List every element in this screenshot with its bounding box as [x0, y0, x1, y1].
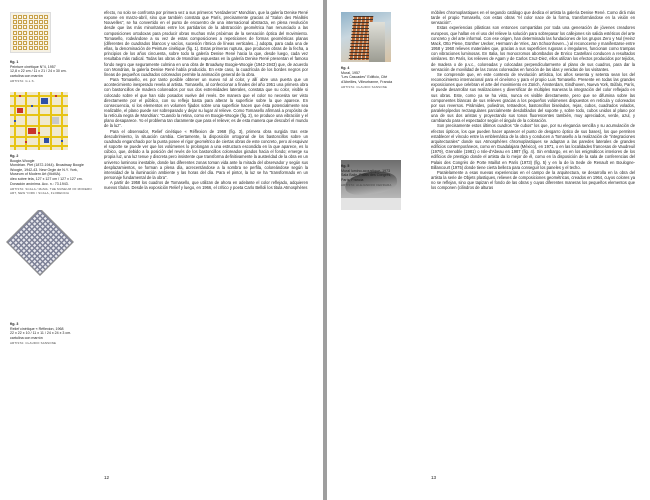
paragraph: A partir de 1958 los cuadros de Tomasello, que utilizan de ahora en adelante el color reflejado, adquieren nuevos títulos. Desde la exposición Relief y luego, en 1966, el crítico y poeta Carlo Belloli los titula Atmosphères	[104, 180, 308, 191]
caption-line: Mural, 1957	[341, 70, 360, 75]
photo-credit: ARTISTA: SCALA / MoMA. THE MUSEUM OF MODERN ART, NEW YORK / SCALA, FLORENCIA	[10, 186, 92, 196]
caption-line: Peinture cinétique N°4, 1957	[10, 64, 56, 69]
left-page	[0, 0, 323, 500]
caption-line: cartulina con marrón	[10, 335, 43, 340]
figure-1-caption	[10, 60, 90, 84]
paragraph: móbiles chromoplastiques en el segundo catálogo que dedica el artista la galería Denise René. Como dirá más tarde el propio Tomasello, con estas obras "el color nace de la forma, transformándose en la visión en sensación".	[431, 10, 635, 26]
caption-line: Relief cinétique « Réflexion, 1968	[10, 326, 64, 331]
right-page	[327, 0, 650, 500]
figure-4-image	[341, 12, 391, 62]
figure-1-image	[10, 12, 51, 53]
figure-3-image	[6, 210, 74, 278]
figure-number: fig. 4	[341, 66, 350, 70]
caption-line: óleo sobre tela, 127 x 127 cm / 127 x 127 cm.	[10, 176, 83, 181]
caption-line: 22 x 22 x 10 / 11 x 11 / 24 x 24 x 3 cm.	[10, 331, 72, 336]
figure-number: fig. 2	[10, 154, 19, 158]
caption-line: París, Francia	[341, 177, 364, 182]
figure-2-image	[10, 92, 68, 150]
caption-line: Mural lumino-acoustique, 1973	[341, 168, 391, 173]
caption-line: Donación anónima. Acc. n.: 73.1943.	[10, 181, 69, 186]
paragraph: Paralelamente a esas nuevas experiencias en el campo de la arquitectura, se desarrolla en la obra del artista la serie de Objets plastiques, relieves de composiciones geométricas, creados en 1964, cuyos colores ya no se reflejan, sino que tapizan el fondo de las obras y cuyas diferentes maneras los pequeños elementos que los componen (cilindros de alturas	[431, 169, 635, 191]
figure-number: fig. 1	[10, 60, 19, 64]
paragraph: Para Tomasello, es por tanto posible obtener un nuevo rol al color, y allí abre una puerta que un acontecimiento inesperado revela al artista. Tomasello, al confeccionar a finales del año 1951 una primera obra con bastoncillos de madera coloreados por sus dos extremidades laterales, constata que su color, visible si colocado sobre el que han sido posados vuelve del revés. De manera que el color no necesita ser visto directamente por el público, con su reflejo basta para alterar la superficie sobre la que aparece. En consecuencia, si los elementos en volumen fijados sobre una superficie hacen que ésta potencialmente sea realizable, el plano puede ser sobrepasado y dejar su lugar al relieve. Como Tomasello afirmará a propósito de la retícula negra de Mondrian: "Cuando la retina, como en Boogie-Woogie (fig. 2), se produce una vibración y el plano desaparece. Yo el problema tan claramente que para el relieve; es de esta manera que descubrí el mundo de la luz".	[104, 77, 308, 129]
figure-2-caption	[10, 154, 92, 196]
paragraph: Se comprende que, en este contexto de revolución artística, los años sesenta y setenta sean los del reconocimiento internacional para el cineísmo y para el propio Luis Tomasello. Presente en todas las grandes exposiciones que celebran el arte del movimiento en Zürich, Ámsterdam, Eindhoven, Nueva York, Búfalo, París, él puede desarrollar sus realizaciones y diversificar de múltiples maneras la integración del color reflejado en sus obras. Este, como ya se ha visto, nunca es visible directamente, pero que se difumina sobre las componentes blancas de sus relieves gracias a los pequeños volúmenes dispuestos en retícula y coloreados por sus reversos. Pirámides, poliedros, tetraedros, bastoncillos biselados, rejas, cubos, cuadrados volados, paralelepípedos rectangulares parcialmente desdoblados del soporte y, sobre todo, cubos unidos al plano por una de sus dos aristas y proyectando sus tonos fluorescentes también, muy apreciados, verde, azul, y cambiando para el espectador según el ángulo de la coloración.	[431, 71, 635, 124]
page-number: 12	[104, 475, 110, 480]
figure-number: fig. 5	[341, 164, 350, 168]
paragraph: Son precisamente estos últimos cuadros "de cubos" los que, por su elegancia sencilla y su acumulación de efectos ópticos, los que pueden hacer aparecer el punto de desgarro óptico de sus bases), los que permiten establecer el vínculo entre la emblemática de la obra y conducen a Tomasello a la realización de "integraciones arquitecturales" donde sus Atmosphères chromoplastiques se adaptan a las paredes laterales de grandes edificios contemporáneos, como en Guadalajara (México), en 1971, o en las localidades francesas de Vaudreuil (1979), Grenoble (1981) o Isle-d'Abeau en 1987 (fig. 4). Sin embargo, es en los enigmáticos interiores de los edificios de prestigio donde el artista da lo mejor de él, como en la disposición de la sala de conferencias del Palais des Congrès de Porte Maillot en París (1973) (fig. 5) y en la de la Sede de Renault en Boulogne-Billancourt (1975) donde tiene cierta belleza para conseguir los paneles y el techo.	[431, 123, 635, 170]
caption-line: Museum of Modern Art (MoMA).	[10, 172, 62, 177]
figure-3-caption	[10, 322, 92, 346]
figure-4-caption	[341, 66, 421, 90]
photo-credit: ARTISTA: ALEJANDRO FERRARA	[341, 182, 392, 187]
paragraph: efecto, no solo se confronta por primera vez a sus primeros "verdaderos" Mondrian, que la galería Denise René expone en marzo-abril, sino que también constata que París, precisamente gracias al "Salon des Réalités Nouvelles", se ha convertido en el punto de encuentro de una internacional abstracta, en plena revolución desde que las más minoritarias entre los partidarios de la abstracción geométrica han renunciado a las composiciones ortodoxas para producir obras muchas más próximas de la sensación óptica del movimiento. Tomasello, rodeándose a su vez de estas composiciones a repeticiones de formas geométricas planas (diferentes de cuadrados blancos y vacíos, sucesión rítmica de líneas verticales...) adopta, para cada una de ellas, la denominación de Peinture cinétique (fig. 1). Estas primeras ruptura, que producen obras de la fecha, a principios de los años cincuenta, sobre todo la galería Denise René hacia la que, desde luego, cada vez resultaba más radical. Todas las obras de Mondrian expuestas en la galería Denise René presentan el famoso fondo negro que seguramente culmina en una obra de Broadway Boogie-Woogie (1942-1943) que, de acuerdo con Mondrian, la galería Denise René había producido. En este caso, la cuadrícula de los bordes negros por líneas de pequeños cuadrados coloreados permite la animación general de la obra.	[104, 10, 308, 77]
paragraph: Estas experiencias plásticas son entonces compartidas por toda una generación de jóvenes creadores europeos, que hallan en el uso del relieve la solución para sobrepasar los callejones sin salida estéticos del arte concreto y del arte informal. Con ese origen, han determinado las fundaciones de los grupos Zero y Nul (Heinz Mack, Otto Piene, Günther Uecker, Hermann de Vries, Jan Schoonhoven...) al reconocerse y manifestarse entre 1958 y 1960 relieves materiales que, gracias a sus superficies rugosas o irregulares, funcionan como trampas con vibraciones luminosas. En Italia, los monocromos abombados de Enrico Castellani conducen a resultados similares. En París, los relieves de Agam y de Carlos Cruz-Diez, ellos utilizan los efectos producidos por tejidos, de madera o de p.v.c., coloreadas y colocadas perpendicularmente al plano de sus cuadros, para dar la sensación de movilidad de las zonas coloreadas en función de las idas y venidas de los visitantes.	[431, 25, 635, 72]
figure-5-caption	[341, 164, 421, 188]
photo-credit: ARTISTA: G.L.S.	[10, 78, 35, 83]
caption-line: Sala Baile, Palais des Congrès,	[341, 173, 392, 178]
right-body-text	[431, 10, 635, 190]
caption-line: d'Abeilles, Villeurbanne, Francia	[341, 79, 393, 84]
caption-line: 12,8 x 22 cm / 11 x 21 / 24 x 30 cm.	[10, 69, 67, 74]
photo-credit: ARTISTA: CLAUDIO SANSONE	[10, 340, 57, 345]
paragraph: Para el observador, Relief cinétique « Réflexion de 1968 (fig. 3), primera obra surgida tras este descubrimiento, la situación cambia. Ciertamente, la disposición ortogonal de los bastoncillos sobre un cuadrado enganchado por la punta posee el rigor geométrico de ciertas obras de este concreto, pero al esquivar el soporte se puede ver que los volúmenes lo prolongan a una estructura escondida en la que aparece, es lo cúbico, que, debido a la posición del revés de los bastoncillos coloreados girados hacia el fondo; emerge su propia luz, una luz tenue y discreta pero insistente que transforma definitivamente la austeridad de la obra en un universo luminoso inestable, donde las diferentes zonas toman vida ante la mirada del observador y según sus desplazamientos, se forman a plena día, acrecentándose a la sombra se perfila, coloreándose según la intensidad de la iluminación ambiente y las horas del día. Para el pintor, la luz se ha "transformado en un personaje fundamental de la obra".	[104, 128, 308, 180]
page-number: 13	[431, 475, 437, 480]
caption-line: Boogie-Woogie	[10, 158, 35, 163]
caption-line: "Les Cascades" Edificio, Cité	[341, 75, 388, 80]
figure-number: fig. 3	[10, 322, 19, 326]
photo-credit: ARTISTA: CLAUDIO SANSONE	[341, 84, 388, 89]
left-body-text	[104, 10, 308, 190]
caption-line: Woogie, 1942-43. New Orgin de N.Y. York,	[10, 167, 78, 172]
caption-line: Mondrian. Piet (1872-1944). Broadway Boogie	[10, 163, 84, 168]
caption-line: cartulina con marrón	[10, 73, 43, 78]
